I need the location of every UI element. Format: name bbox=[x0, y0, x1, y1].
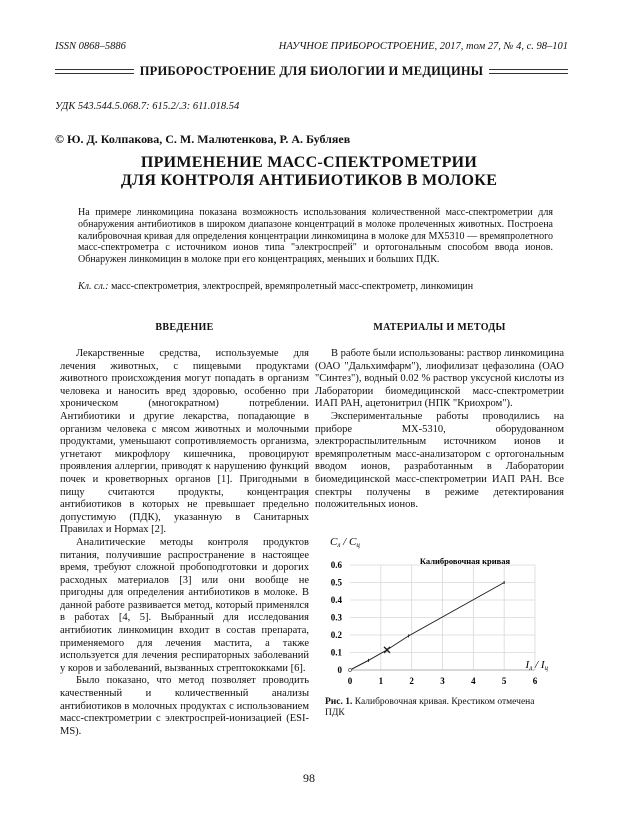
banner-rule-left bbox=[55, 69, 134, 74]
title-line-1: ПРИМЕНЕНИЕ МАСС-СПЕКТРОМЕТРИИ bbox=[140, 154, 478, 171]
paragraph: Аналитические методы контроля продуктов питания, получившие распространение в настоящее время, требуют сложной пробоподготовки и дорогих расходных материалов [3] или они вообще не пригодны для определения антибиотиков в молоке. В данной работе развивается метод, который применялся в работах [4, 5]. Выбранный для исследования антибиотик линкомицин входит в состав препарата, применяемого для лечения мастита, а также используется для лечения респираторных заболеваний у коров и заболеваний, вызванных стрептококками [6]. bbox=[60, 536, 309, 674]
x-axis-label: Iл / Iц bbox=[525, 659, 548, 672]
y-tick-label: 0.2 bbox=[330, 630, 342, 640]
y-axis-label: Cл / Cц bbox=[330, 536, 360, 549]
abstract: На примере линкомицина показана возможность использования количественной масс-спектрометрии для обнаружения антибиотиков в широком диапазоне концентраций в молоке пролеченных животных. Построена калибровочная кривая для определения концентрации линкомицина в молоке для МХ5310 — времяпролетного масс-спектрометра с источником ионов типа "электроспрей" и ортогональным способом ввода ионов. Обнаружен линкомицин в молоке при его концентрациях, меньших и больших ПДК. bbox=[78, 207, 553, 266]
x-tick-label: 5 bbox=[501, 676, 507, 686]
journal-citation: НАУЧНОЕ ПРИБОРОСТРОЕНИЕ, 2017, том 27, № 4, c. 98–101 bbox=[278, 41, 568, 52]
section-title: ПРИБОРОСТРОЕНИЕ ДЛЯ БИОЛОГИИ И МЕДИЦИНЫ bbox=[139, 63, 484, 78]
heading-methods: МАТЕРИАЛЫ И МЕТОДЫ bbox=[373, 322, 506, 333]
issn: ISSN 0868–5886 bbox=[55, 41, 126, 52]
paragraph: Экспериментальные работы проводились на приборе МХ-5310, оборудованном электрораспылительным источником ионов и времяпролетным масс-анализатором с ортогональным вводом ионов, разработанным в Лаборатории биомедицинской масс-спектрометрии ИАП РАН. Все спектры получены в режиме детектирования положительных ионов. bbox=[315, 410, 564, 511]
x-tick-label: 2 bbox=[409, 676, 414, 686]
authors: © Ю. Д. Колпакова, С. М. Малютенкова, Р. А. Бубляев bbox=[55, 132, 351, 146]
keywords bbox=[78, 281, 553, 292]
methods-column bbox=[315, 348, 564, 512]
caption-label: Рис. 1. bbox=[325, 697, 353, 707]
keywords-label: Кл. сл.: bbox=[78, 281, 109, 292]
chart-ticks bbox=[331, 560, 538, 686]
heading-introduction: ВВЕДЕНИЕ bbox=[155, 322, 214, 333]
y-tick-label: 0 bbox=[337, 665, 342, 675]
x-tick-label: 1 bbox=[378, 676, 384, 686]
x-tick-label: 3 bbox=[440, 676, 445, 686]
y-tick-label: 0.1 bbox=[330, 647, 342, 658]
introduction-column bbox=[60, 348, 309, 738]
page-number: 98 bbox=[303, 771, 315, 785]
y-tick-label: 0.6 bbox=[330, 560, 342, 570]
caption-text: Калибровочная кривая. Крестиком отмечена ПДК bbox=[325, 697, 535, 718]
x-tick-label: 0 bbox=[347, 676, 353, 686]
chart-svg bbox=[320, 528, 550, 688]
keywords-text: масс-спектрометрия, электроспрей, времяпролетный масс-спектрометр, линкомицин bbox=[108, 281, 474, 292]
chart-title: Калибровочная кривая bbox=[419, 556, 511, 566]
origin-point bbox=[349, 669, 352, 672]
y-tick-label: 0.5 bbox=[330, 577, 342, 588]
chart-plot bbox=[349, 581, 505, 672]
paragraph: Было показано, что метод позволяет проводить качественный и количественный анализы антибиотиков в молочных продуктах с использованием масс-спектрометрии с электроспрей-ионизацией (ESI-MS). bbox=[60, 675, 309, 737]
article-title bbox=[0, 154, 618, 190]
banner-rule-right bbox=[489, 69, 568, 74]
x-tick-label: 6 bbox=[532, 676, 538, 686]
paragraph: Лекарственные средства, используемые для лечения животных, с пищевыми продуктами животного происхождения могут попадать в организм человека и наносить вред здоровью, особенно при хроническом (многократном) потреблении. Антибиотики и другие лекарства, попадающие в организм человека с мясом животных и молочными продуктами, уменьшают сопротивляемость организма, угнетают микрофлору кишечника, провоцируют проявления аллергии, приводят к нарушению функций почек и кроветворных органов [1]. Пригодными в пищу считаются продукты, концентрация антибиотиков в которых не превышает предельно допустимую (ПДК), указанную в Санитарных Правилах и Нормах [2]. bbox=[60, 348, 309, 536]
paragraph: В работе были использованы: раствор линкомицина (ОАО "Дальхимфарм"), лиофилизат цефазолина (ОАО "Синтез"), водный 0.02 % раствор уксусной кислоты из Лаборатории биомедицинской масс-спектрометрии ИАП РАН, ацетонитрил (НПК "Криохром"). bbox=[315, 348, 564, 410]
y-tick-label: 0.4 bbox=[330, 595, 342, 605]
section-banner bbox=[55, 63, 568, 79]
calibration-chart bbox=[320, 528, 550, 688]
udk-code: УДК 543.544.5.068.7: 615.2/.3: 611.018.54 bbox=[55, 101, 240, 112]
figure-caption bbox=[325, 697, 555, 719]
calibration-line bbox=[350, 583, 504, 671]
title-line-2: ДЛЯ КОНТРОЛЯ АНТИБИОТИКОВ В МОЛОКЕ bbox=[120, 172, 498, 189]
y-tick-label: 0.3 bbox=[330, 612, 342, 623]
x-tick-label: 4 bbox=[471, 676, 476, 686]
